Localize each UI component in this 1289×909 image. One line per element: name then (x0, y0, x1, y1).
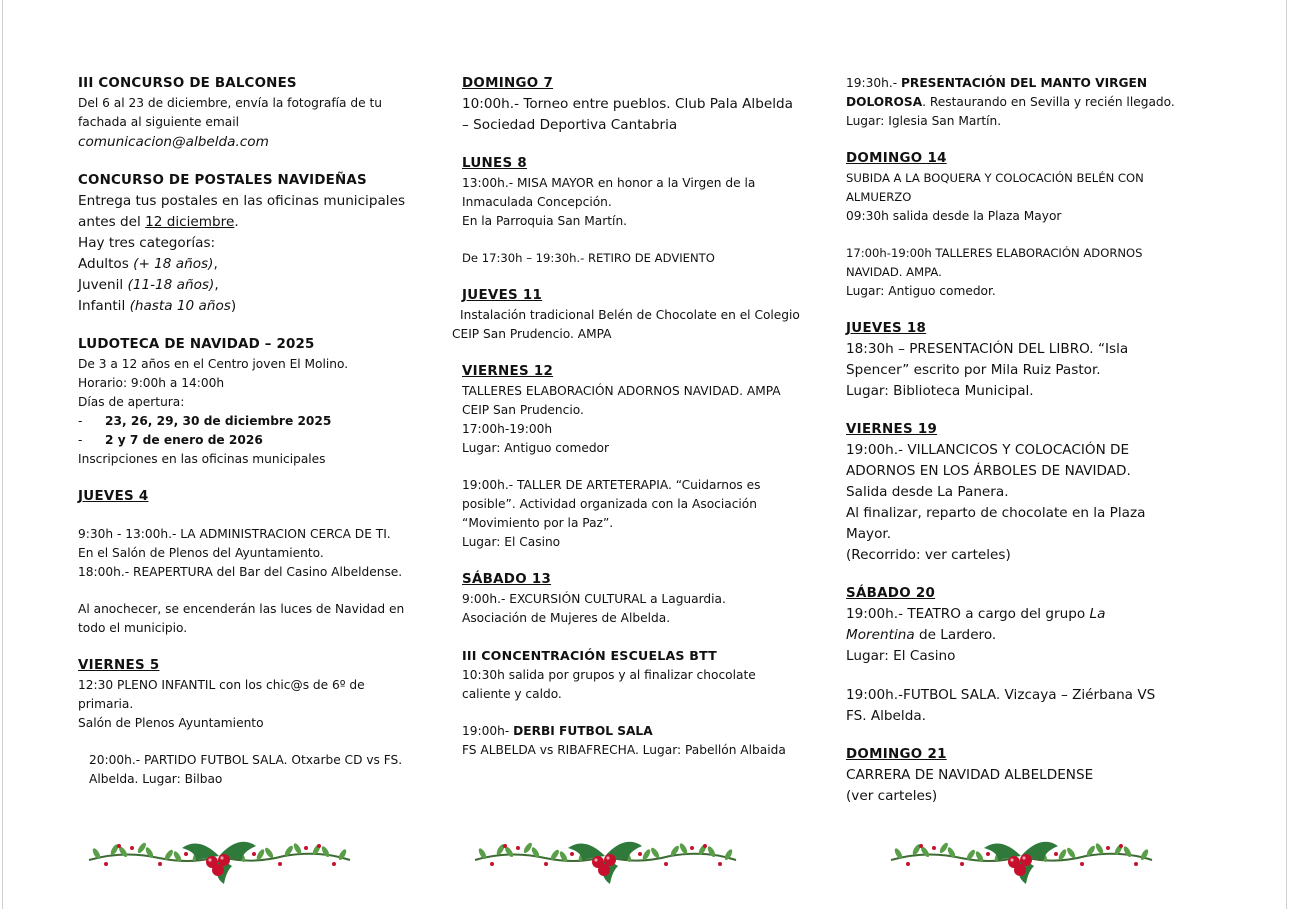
text-line: TALLERES ELABORACIÓN ADORNOS NAVIDAD. AMPA (462, 384, 781, 398)
text-line: 09:30h salida desde la Plaza Mayor (846, 209, 1062, 223)
category-name: Infantil (78, 298, 130, 314)
section-jueves-11 (452, 286, 812, 344)
section-btt (462, 646, 812, 704)
category-item (78, 254, 418, 275)
text-line: Del 6 al 23 de diciembre, envía la fotografía de tu (78, 96, 383, 110)
text-line: 10:30h salida por grupos y al finalizar chocolate (462, 668, 756, 682)
day-title: DOMINGO 14 (846, 151, 947, 166)
text-line: 10:00h.- Torneo entre pueblos. Club Pala Albelda (462, 96, 793, 112)
event-time: 19:00h- (462, 724, 514, 738)
spacer (78, 507, 418, 525)
page-left-edge (2, 0, 3, 909)
text-line: ALMUERZO (846, 190, 912, 204)
text-span: , (213, 256, 218, 272)
text-line: En la Parroquia San Martín. (462, 214, 628, 228)
text-line: SUBIDA A LA BOQUERA Y COLOCACIÓN BELÉN CON (846, 171, 1144, 185)
list-item (78, 431, 418, 450)
category-item (78, 296, 418, 317)
text-line: Lugar: Biblioteca Municipal. (846, 383, 1034, 399)
text-line: todo el municipio. (78, 621, 188, 635)
event-name: DOLOROSA (846, 95, 923, 109)
event-time: 19:30h.- (846, 76, 901, 90)
text-line: 17:00h-19:00h TALLERES ELABORACIÓN ADORNOS (846, 246, 1143, 260)
text-line: Lugar: Iglesia San Martín. (846, 114, 1002, 128)
section-domingo-7 (462, 74, 812, 136)
text-line: Asociación de Mujeres de Albelda. (462, 611, 671, 625)
email-link[interactable]: comunicacion@albelda.com (78, 134, 269, 150)
text-line: primaria. (78, 697, 134, 711)
section-title: LUDOTECA DE NAVIDAD – 2025 (78, 337, 315, 352)
event-name: DERBI FUTBOL SALA (513, 724, 653, 738)
bullet-dash: - (78, 433, 83, 447)
text-line: Lugar: Antiguo comedor. (846, 284, 996, 298)
text-line: caliente y caldo. (462, 687, 562, 701)
category-name: Juvenil (78, 277, 128, 293)
text-span: ) (230, 298, 237, 314)
section-domingo-14 (846, 149, 1186, 301)
text-line: 9:00h.- EXCURSIÓN CULTURAL a Laguardia. (462, 592, 726, 606)
day-title: JUEVES 11 (462, 288, 543, 303)
text-line: FS. Albelda. (846, 708, 926, 724)
section-jueves-4 (78, 487, 418, 638)
text-span: de Lardero. (914, 627, 997, 643)
event-name: PRESENTACIÓN DEL MANTO VIRGEN (901, 76, 1148, 90)
spacer (462, 458, 812, 476)
column-left (78, 74, 418, 807)
page-right-edge (1286, 0, 1287, 909)
day-title: JUEVES 18 (846, 321, 927, 336)
deadline-date: 12 diciembre (145, 214, 235, 230)
section-lunes-8 (462, 154, 812, 268)
section-viernes-5 (78, 656, 418, 789)
group-name: Morentina (846, 627, 915, 643)
day-title: VIERNES 12 (462, 364, 554, 379)
day-title: DOMINGO 7 (462, 76, 554, 91)
day-title: VIERNES 19 (846, 422, 938, 437)
section-manto (846, 74, 1186, 131)
text-line: Instalación tradicional Belén de Chocolate en el Colegio (460, 308, 800, 322)
text-line: Al anochecer, se encenderán las luces de Navidad en (78, 602, 405, 616)
section-balcones (78, 74, 418, 153)
section-jueves-18 (846, 319, 1186, 402)
text-line: 19:00h.- VILLANCICOS Y COLOCACIÓN DE (846, 442, 1130, 458)
text-line: Inscripciones en las oficinas municipales (78, 452, 326, 466)
text-line: 9:30h - 13:00h.- LA ADMINISTRACION CERCA DE TI. (78, 527, 391, 541)
text-line: Lugar: Antiguo comedor (462, 441, 610, 455)
text-line: 20:00h.- PARTIDO FUTBOL SALA. Otxarbe CD vs FS. (89, 753, 403, 767)
section-viernes-12 (462, 362, 812, 552)
text-line: Inmaculada Concepción. (462, 195, 612, 209)
text-line: 18:30h – PRESENTACIÓN DEL LIBRO. “Isla (846, 341, 1129, 357)
text-line: Salón de Plenos Ayuntamiento (78, 716, 264, 730)
text-span: antes del (78, 214, 146, 230)
list-item (78, 412, 418, 431)
day-title: SÁBADO 13 (462, 572, 552, 587)
section-sabado-13 (462, 570, 812, 628)
text-line: ADORNOS EN LOS ÁRBOLES DE NAVIDAD. (846, 463, 1131, 479)
spacer (78, 582, 418, 600)
text-line: FS ALBELDA vs RIBAFRECHA. Lugar: Pabellón Albaida (462, 743, 786, 757)
holly-garland-icon (84, 828, 354, 888)
text-line (846, 604, 1186, 625)
column-right (846, 74, 1186, 825)
section-title: CONCURSO DE POSTALES NAVIDEÑAS (78, 173, 367, 188)
text-line: Horario: 9:00h a 14:00h (78, 376, 225, 390)
text-span: 19:00h.- TEATRO a cargo del grupo (846, 606, 1090, 622)
text-line (78, 212, 418, 233)
category-item (78, 275, 418, 296)
section-domingo-21 (846, 745, 1186, 807)
text-line: En el Salón de Plenos del Ayuntamiento. (78, 546, 324, 560)
text-line: fachada al siguiente email (78, 115, 240, 129)
text-line (462, 722, 812, 741)
group-name: La (1089, 606, 1106, 622)
section-title: III CONCURSO DE BALCONES (78, 76, 297, 91)
text-line (846, 625, 1186, 646)
text-span: . (234, 214, 239, 230)
text-line: Salida desde La Panera. (846, 484, 1009, 500)
category-range: (11-18 años) (127, 277, 215, 293)
holly-garland-icon (470, 828, 740, 888)
dates-bold: 2 y 7 de enero de 2026 (105, 433, 263, 447)
text-line: – Sociedad Deportiva Cantabria (462, 117, 678, 133)
text-line (846, 93, 1186, 112)
text-line: Hay tres categorías: (78, 235, 216, 251)
day-title: VIERNES 5 (78, 658, 160, 673)
text-span: . Restaurando en Sevilla y recién llegado. (922, 95, 1175, 109)
text-line: 19:00h.-FUTBOL SALA. Vizcaya – Ziérbana VS (846, 687, 1156, 703)
text-line: Mayor. (846, 526, 892, 542)
text-line: Días de apertura: (78, 395, 185, 409)
day-title: LUNES 8 (462, 156, 528, 171)
text-line: 19:00h.- TALLER DE ARTETERAPIA. “Cuidarnos es (462, 478, 761, 492)
section-title: III CONCENTRACIÓN ESCUELAS BTT (462, 648, 717, 663)
text-line: Spencer” escrito por Mila Ruiz Pastor. (846, 362, 1101, 378)
text-line: CEIP San Prudencio. AMPA (452, 327, 612, 341)
category-range: (+ 18 años) (133, 256, 214, 272)
day-title: SÁBADO 20 (846, 586, 936, 601)
bullet-dash: - (78, 414, 83, 428)
text-line: 13:00h.- MISA MAYOR en honor a la Virgen de la (462, 176, 756, 190)
text-line: Lugar: El Casino (846, 648, 956, 664)
spacer (462, 231, 812, 249)
text-span: , (214, 277, 219, 293)
section-derbi (462, 722, 812, 760)
section-sabado-20 (846, 584, 1186, 727)
text-line: Lugar: El Casino (462, 535, 561, 549)
spacer (846, 667, 1186, 685)
text-line: De 17:30h – 19:30h.- RETIRO DE ADVIENTO (462, 251, 715, 265)
text-line: “Movimiento por la Paz”. (462, 516, 614, 530)
text-line (846, 74, 1186, 93)
text-line: CEIP San Prudencio. (462, 403, 584, 417)
section-postales (78, 171, 418, 317)
category-range: (hasta 10 años (129, 298, 231, 314)
day-title: DOMINGO 21 (846, 747, 947, 762)
spacer (78, 733, 418, 751)
text-line: (ver carteles) (846, 788, 938, 804)
day-title: JUEVES 4 (78, 489, 149, 504)
text-line: posible”. Actividad organizada con la Asociación (462, 497, 757, 511)
dates-bold: 23, 26, 29, 30 de diciembre 2025 (105, 414, 332, 428)
section-ludoteca (78, 335, 418, 469)
text-line: De 3 a 12 años en el Centro joven El Molino. (78, 357, 349, 371)
category-name: Adultos (78, 256, 134, 272)
text-line: NAVIDAD. AMPA. (846, 265, 942, 279)
text-line: (Recorrido: ver carteles) (846, 547, 1011, 563)
text-line: 18:00h.- REAPERTURA del Bar del Casino Albeldense. (78, 565, 403, 579)
section-viernes-19 (846, 420, 1186, 566)
text-line: Al finalizar, reparto de chocolate en la Plaza (846, 505, 1146, 521)
holly-garland-icon (886, 828, 1156, 888)
spacer (846, 226, 1186, 244)
column-middle (452, 74, 812, 778)
text-line: Albelda. Lugar: Bilbao (89, 772, 223, 786)
text-line: 12:30 PLENO INFANTIL con los chic@s de 6º de (78, 678, 365, 692)
text-line: Entrega tus postales en las oficinas municipales (78, 193, 406, 209)
text-line: CARRERA DE NAVIDAD ALBELDENSE (846, 767, 1094, 783)
text-line: 17:00h-19:00h (462, 422, 553, 436)
